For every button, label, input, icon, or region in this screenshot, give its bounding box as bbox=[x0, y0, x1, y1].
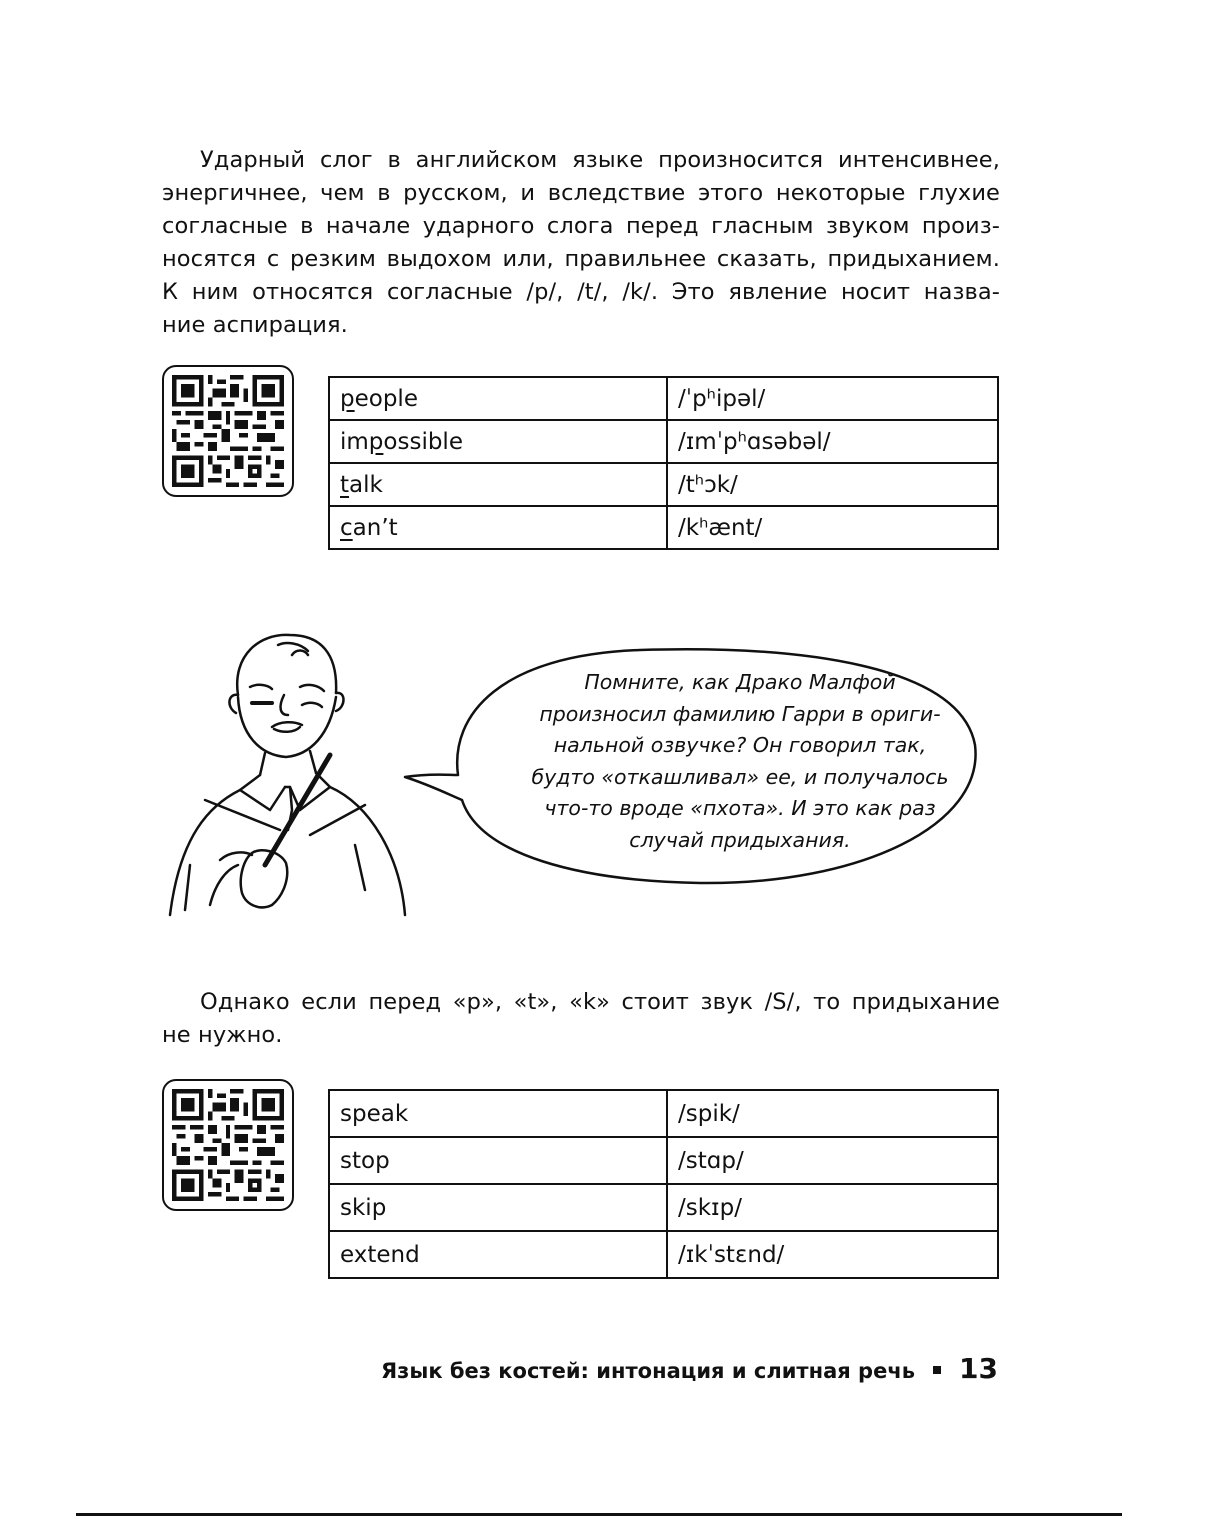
bubble-line: произносил фамилию Гарри в ориги- bbox=[539, 701, 941, 726]
word-cell: stop bbox=[329, 1137, 667, 1184]
character-drawing bbox=[170, 635, 405, 915]
word-cell: can’t bbox=[329, 506, 667, 549]
word-cell: people bbox=[329, 377, 667, 420]
bubble-line: Помните, как Драко Малфой bbox=[584, 670, 896, 694]
qr-code-icon bbox=[172, 1089, 284, 1201]
bubble-line: нальной озвучке? Он говорил так, bbox=[553, 733, 927, 757]
word-cell: impossible bbox=[329, 420, 667, 463]
table-row bbox=[329, 1090, 998, 1137]
unaspirated-words-table bbox=[328, 1089, 999, 1279]
paragraph-line: не нужно. bbox=[162, 1022, 283, 1048]
paragraph-line: Ударный слог в английском языке произносится интенсивнее, bbox=[200, 147, 1000, 173]
aspirated-words-table bbox=[328, 376, 999, 550]
bottom-rule-divider bbox=[76, 1513, 1122, 1516]
paragraph-line: ние аспирация. bbox=[162, 312, 348, 338]
running-title: Язык без костей: интонация и слитная речь bbox=[380, 1359, 916, 1383]
transcription-cell: /spik/ bbox=[667, 1090, 998, 1137]
transcription-cell: /tʰɔk/ bbox=[667, 463, 998, 506]
bubble-line: будто «откашливал» ее, и получалось bbox=[531, 764, 949, 789]
transcription-cell: /stɑp/ bbox=[667, 1137, 998, 1184]
page-number: 13 bbox=[959, 1352, 998, 1385]
speech-bubble-text bbox=[490, 667, 990, 856]
intro-paragraph bbox=[162, 144, 1000, 342]
bubble-line: случай придыхания. bbox=[629, 827, 851, 852]
qr-code-icon bbox=[172, 375, 284, 487]
transcription-cell: /ɪmˈpʰɑsəbəl/ bbox=[667, 420, 998, 463]
paragraph-line: К ним относятся согласные /p/, /t/, /k/. Это явление носит назва- bbox=[162, 279, 1000, 305]
paragraph-line: энергичнее, чем в русском, и вследствие этого некоторые глухие bbox=[162, 180, 1000, 206]
bullet-icon bbox=[933, 1366, 941, 1374]
table-row bbox=[329, 463, 998, 506]
page-footer bbox=[381, 1352, 998, 1385]
word-cell: speak bbox=[329, 1090, 667, 1137]
table-row bbox=[329, 1231, 998, 1278]
table-row bbox=[329, 1137, 998, 1184]
word-cell: talk bbox=[329, 463, 667, 506]
transcription-cell: /kʰænt/ bbox=[667, 506, 998, 549]
exception-paragraph bbox=[162, 986, 1000, 1052]
table-row bbox=[329, 377, 998, 420]
transcription-cell: /ɪkˈstɛnd/ bbox=[667, 1231, 998, 1278]
qr-code[interactable] bbox=[162, 365, 294, 497]
paragraph-line: Однако если перед «p», «t», «k» стоит звук /S/, то придыхание bbox=[200, 989, 1000, 1015]
table-row bbox=[329, 506, 998, 549]
table-row bbox=[329, 1184, 998, 1231]
transcription-cell: /skɪp/ bbox=[667, 1184, 998, 1231]
word-cell: extend bbox=[329, 1231, 667, 1278]
word-cell: skip bbox=[329, 1184, 667, 1231]
paragraph-line: носятся с резким выдохом или, правильнее сказать, придыханием. bbox=[162, 246, 1000, 272]
paragraph-line: согласные в начале ударного слога перед гласным звуком произ- bbox=[162, 213, 1000, 239]
table-row bbox=[329, 420, 998, 463]
qr-code[interactable] bbox=[162, 1079, 294, 1211]
transcription-cell: /ˈpʰipəl/ bbox=[667, 377, 998, 420]
bubble-line: что-то вроде «пхота». И это как раз bbox=[544, 796, 936, 820]
